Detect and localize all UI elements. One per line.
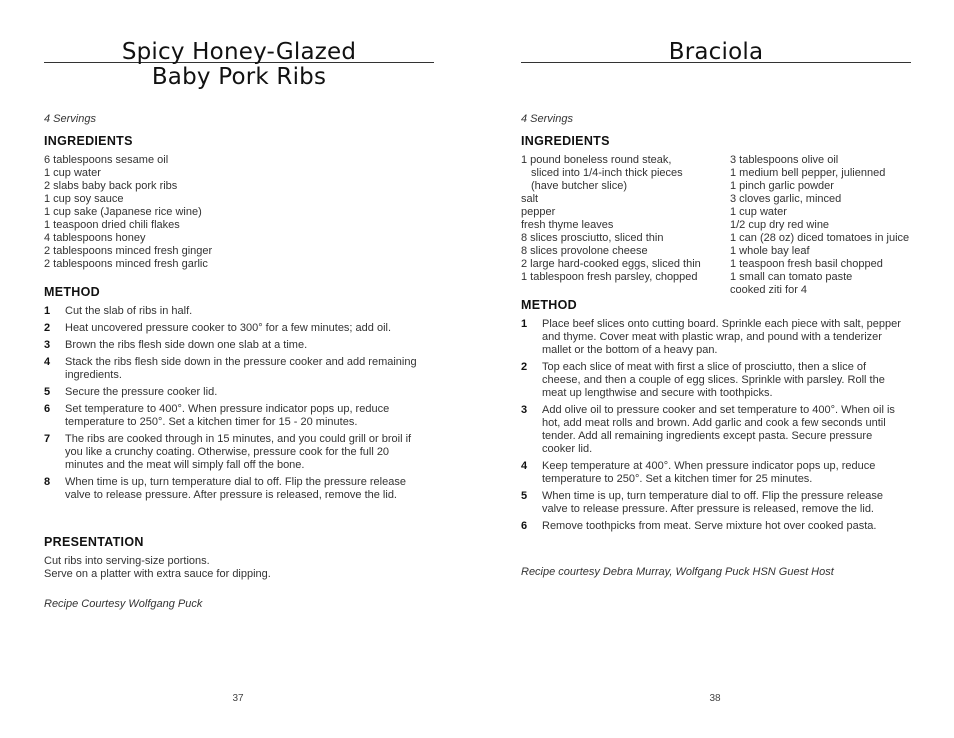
ingredient-item: salt bbox=[521, 193, 539, 205]
right-recipe-title bbox=[521, 40, 911, 65]
step-text: Set temperature to 400°. When pressure indicator pops up, reduce temperature to 250°. Set a kitchen timer for 15 - 20 minutes. bbox=[65, 403, 390, 428]
step-text: Stack the ribs flesh side down in the pressure cooker and add remaining ingredients. bbox=[65, 356, 417, 381]
ingredient-item: 1 teaspoon fresh basil chopped bbox=[730, 258, 883, 270]
ingredient-item: 1 cup sake (Japanese rice wine) bbox=[44, 206, 202, 218]
ingredient-item: 1 pinch garlic powder bbox=[730, 180, 834, 192]
ingredient-item: 1 whole bay leaf bbox=[730, 245, 810, 257]
ingredient-item: 1 cup water bbox=[730, 206, 787, 218]
step-text: The ribs are cooked through in 15 minutes, and you could grill or broil if you like a crunchy coating. Otherwise, pressure cook for the full 20 minutes and the meat will simply fall off the bone. bbox=[65, 433, 412, 471]
method-step bbox=[44, 433, 429, 472]
left-title-line-1: Spicy Honey-Glazed bbox=[121, 39, 357, 65]
step-number: 4 bbox=[44, 356, 51, 368]
left-method-heading: METHOD bbox=[44, 285, 100, 299]
method-step bbox=[521, 490, 906, 516]
right-title-line: Braciola bbox=[668, 39, 764, 65]
right-method-heading: METHOD bbox=[521, 298, 577, 312]
step-text: Cut the slab of ribs in half. bbox=[65, 305, 193, 317]
method-step bbox=[44, 386, 429, 399]
right-method-steps bbox=[521, 318, 906, 537]
ingredient-item: 1 cup soy sauce bbox=[44, 193, 124, 205]
step-text: Add olive oil to pressure cooker and set temperature to 400°. When oil is hot, add meat rolls and brown. Add garlic and cook a few seconds until tender. Add all remaining ingredients except pasta. Secure pressure cooker lid. bbox=[542, 404, 895, 455]
step-number: 7 bbox=[44, 433, 51, 445]
presentation-line-2: Serve on a platter with extra sauce for dipping. bbox=[44, 568, 271, 580]
left-page bbox=[44, 0, 434, 738]
step-number: 2 bbox=[521, 361, 528, 373]
left-page-number: 37 bbox=[232, 693, 244, 704]
ingredient-item: 3 cloves garlic, minced bbox=[730, 193, 842, 205]
ingredient-item: 2 slabs baby back pork ribs bbox=[44, 180, 178, 192]
ingredient-item: 3 tablespoons olive oil bbox=[730, 154, 839, 166]
presentation-line-1: Cut ribs into serving-size portions. bbox=[44, 555, 210, 567]
right-page-number: 38 bbox=[709, 693, 721, 704]
right-ingredients-column-1 bbox=[521, 154, 701, 284]
left-title-block bbox=[44, 40, 434, 90]
presentation-text bbox=[44, 555, 271, 581]
ingredient-item: 1 small can tomato paste bbox=[730, 271, 853, 283]
ingredient-item: 4 tablespoons honey bbox=[44, 232, 146, 244]
ingredient-item: (have butcher slice) bbox=[531, 180, 627, 192]
ingredient-item: 1 can (28 oz) diced tomatoes in juice bbox=[730, 232, 910, 244]
method-step bbox=[521, 361, 906, 400]
step-text: Place beef slices onto cutting board. Sprinkle each piece with salt, pepper and thyme. Cover meat with plastic wrap, and pound with a tenderizer mallet or the bottom of a heavy pan. bbox=[542, 318, 901, 356]
method-step bbox=[521, 520, 906, 533]
ingredient-item: 1 tablespoon fresh parsley, chopped bbox=[521, 271, 698, 283]
ingredient-item: fresh thyme leaves bbox=[521, 219, 614, 231]
step-text: When time is up, turn temperature dial to off. Flip the pressure release valve to release pressure. After pressure is released, remove the lid. bbox=[65, 476, 406, 501]
right-title-block bbox=[521, 40, 911, 65]
left-recipe-credit: Recipe Courtesy Wolfgang Puck bbox=[44, 598, 203, 610]
left-ingredients-heading: INGREDIENTS bbox=[44, 134, 133, 148]
ingredient-item: 1 medium bell pepper, julienned bbox=[730, 167, 886, 179]
ingredient-item: 2 tablespoons minced fresh garlic bbox=[44, 258, 208, 270]
ingredient-item: 8 slices prosciutto, sliced thin bbox=[521, 232, 664, 244]
method-step bbox=[44, 322, 429, 335]
ingredient-item: 8 slices provolone cheese bbox=[521, 245, 648, 257]
method-step bbox=[521, 318, 906, 357]
ingredient-item: 1 pound boneless round steak, bbox=[521, 154, 672, 166]
ingredient-item: 2 large hard-cooked eggs, sliced thin bbox=[521, 258, 701, 270]
step-number: 3 bbox=[44, 339, 51, 351]
step-number: 5 bbox=[44, 386, 51, 398]
right-servings: 4 Servings bbox=[521, 113, 573, 125]
left-recipe-title bbox=[44, 40, 434, 90]
right-ingredients-column-2 bbox=[730, 154, 909, 297]
left-servings: 4 Servings bbox=[44, 113, 96, 125]
step-number: 6 bbox=[521, 520, 528, 532]
ingredient-item: 2 tablespoons minced fresh ginger bbox=[44, 245, 213, 257]
step-text: Remove toothpicks from meat. Serve mixture hot over cooked pasta. bbox=[542, 520, 877, 532]
left-title-line-2: Baby Pork Ribs bbox=[151, 64, 327, 90]
step-number: 8 bbox=[44, 476, 51, 488]
left-ingredients-list bbox=[44, 154, 212, 271]
right-recipe-credit: Recipe courtesy Debra Murray, Wolfgang Puck HSN Guest Host bbox=[521, 566, 834, 578]
step-text: When time is up, turn temperature dial to off. Flip the pressure release valve to release pressure. After pressure is released, remove the lid. bbox=[542, 490, 883, 515]
method-step bbox=[44, 403, 429, 429]
ingredient-item: 1 cup water bbox=[44, 167, 101, 179]
step-number: 3 bbox=[521, 404, 528, 416]
method-step bbox=[44, 476, 429, 502]
ingredient-item: cooked ziti for 4 bbox=[730, 284, 808, 296]
method-step bbox=[521, 460, 906, 486]
step-text: Keep temperature at 400°. When pressure indicator pops up, reduce temperature to 250°. Set a kitchen timer for 25 minutes. bbox=[542, 460, 876, 485]
right-ingredients-heading: INGREDIENTS bbox=[521, 134, 610, 148]
step-text: Top each slice of meat with first a slice of prosciutto, then a slice of cheese, and then a couple of egg slices. Sprinkle with parsley. Roll the meat up lengthwise and secure with toothpicks. bbox=[542, 361, 885, 399]
ingredient-item: pepper bbox=[521, 206, 556, 218]
method-step bbox=[521, 404, 906, 456]
step-number: 5 bbox=[521, 490, 528, 502]
left-method-steps bbox=[44, 305, 429, 506]
ingredient-item: sliced into 1/4-inch thick pieces bbox=[531, 167, 683, 179]
step-text: Heat uncovered pressure cooker to 300° for a few minutes; add oil. bbox=[65, 322, 392, 334]
right-page bbox=[521, 0, 911, 738]
ingredient-item: 6 tablespoons sesame oil bbox=[44, 154, 169, 166]
step-text: Brown the ribs flesh side down one slab at a time. bbox=[65, 339, 308, 351]
step-number: 4 bbox=[521, 460, 528, 472]
ingredient-item: 1 teaspoon dried chili flakes bbox=[44, 219, 180, 231]
step-number: 2 bbox=[44, 322, 51, 334]
presentation-heading: PRESENTATION bbox=[44, 535, 144, 549]
step-text: Secure the pressure cooker lid. bbox=[65, 386, 218, 398]
method-step bbox=[44, 356, 429, 382]
method-step bbox=[44, 305, 429, 318]
step-number: 6 bbox=[44, 403, 51, 415]
ingredient-item: 1/2 cup dry red wine bbox=[730, 219, 830, 231]
method-step bbox=[44, 339, 429, 352]
step-number: 1 bbox=[521, 318, 528, 330]
step-number: 1 bbox=[44, 305, 51, 317]
